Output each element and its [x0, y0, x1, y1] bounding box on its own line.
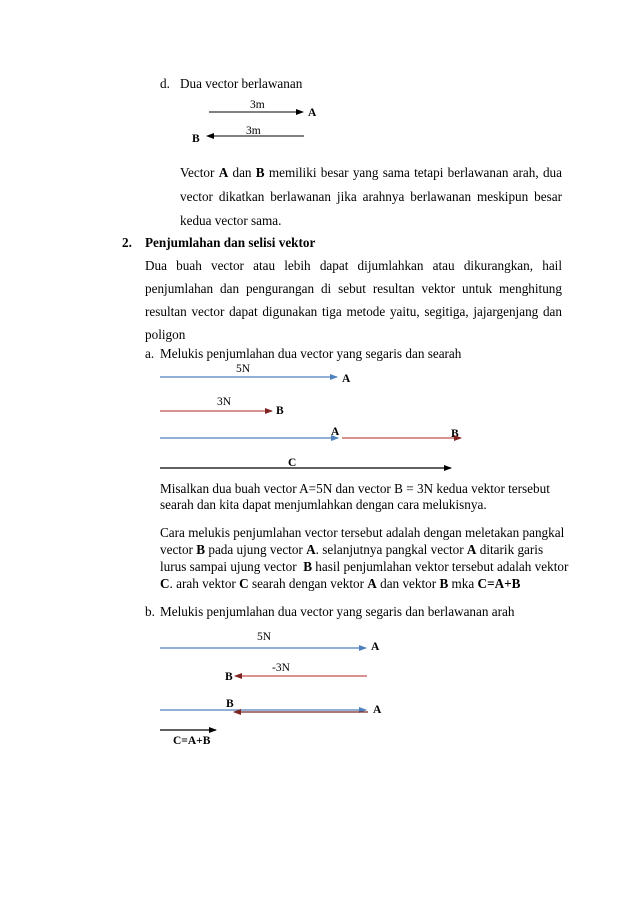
section-b-title: Melukis penjumlahan dua vector yang segaris dan berlawanan arah	[160, 604, 515, 619]
section-a-p1-line-2: searah dan kita dapat menjumlahkan dengan cara melukisnya.	[160, 497, 487, 512]
label-b: B	[276, 405, 284, 417]
section-2-number: 2.	[122, 235, 132, 250]
section-d-para-line-3: kedua vector sama.	[180, 213, 282, 228]
section-d-para-line-2: vector dikatkan berlawanan jika arahnya berlawanan meskipun besar	[180, 189, 562, 204]
section-a-p2-line-3: lurus sampai ujung vector B hasil penjumlahan vektor tersebut adalah vektor	[160, 559, 569, 574]
label-vector-a: A	[308, 107, 317, 119]
section-a-p2-line-1: Cara melukis penjumlahan vector tersebut adalah dengan meletakan pangkal	[160, 525, 565, 540]
label-3m-bottom: 3m	[246, 125, 261, 137]
section-2-para-line-1: Dua buah vector atau lebih dapat dijumlahkan atau dikurangkan, hail	[145, 258, 562, 273]
label-a-2: A	[331, 426, 340, 438]
label-5n: 5N	[236, 363, 251, 375]
label-3n: 3N	[217, 396, 232, 408]
list-marker-b: b.	[145, 604, 155, 619]
section-2-para-line-2: penjumlahan dan pengurangan di sebut resultan vektor untuk menghitung	[145, 281, 562, 296]
label-5n-b: 5N	[257, 631, 272, 643]
section-a-title: Melukis penjumlahan dua vector yang segaris dan searah	[160, 346, 462, 361]
section-2-heading: Penjumlahan dan selisi vektor	[145, 235, 316, 250]
section-a-p2-line-4: C. arah vektor C searah dengan vektor A dan vektor B mka C=A+B	[160, 576, 521, 591]
label-neg-3n: -3N	[272, 662, 290, 674]
list-marker-d: d.	[160, 76, 170, 91]
label-c-equals-a-plus-b: C=A+B	[173, 735, 211, 747]
label-b-b-2: B	[226, 698, 234, 710]
label-vector-b: B	[192, 133, 200, 145]
label-b-b: B	[225, 671, 233, 683]
label-3m-top: 3m	[250, 99, 265, 111]
section-a-p1-line-1: Misalkan dua buah vector A=5N dan vector B = 3N kedua vektor tersebut	[160, 481, 550, 496]
section-d-title: Dua vector berlawanan	[180, 76, 303, 91]
section-a-p2-line-2: vector B pada ujung vector A. selanjutnya pangkal vector A ditarik garis	[160, 542, 544, 557]
label-a-b: A	[371, 641, 380, 653]
list-marker-a: a.	[145, 346, 155, 361]
section-2-para-line-4: poligon	[145, 327, 186, 342]
label-a: A	[342, 373, 351, 385]
label-a-b-2: A	[373, 704, 382, 716]
label-c: C	[288, 457, 297, 469]
section-2-para-line-3: resultan vector dapat digunakan tiga metode yaitu, segitiga, jajargenjang dan	[145, 304, 562, 319]
label-b-2: B	[451, 428, 459, 440]
section-d-para-line-1: Vector A dan B memiliki besar yang sama tetapi berlawanan arah, dua	[180, 165, 562, 180]
